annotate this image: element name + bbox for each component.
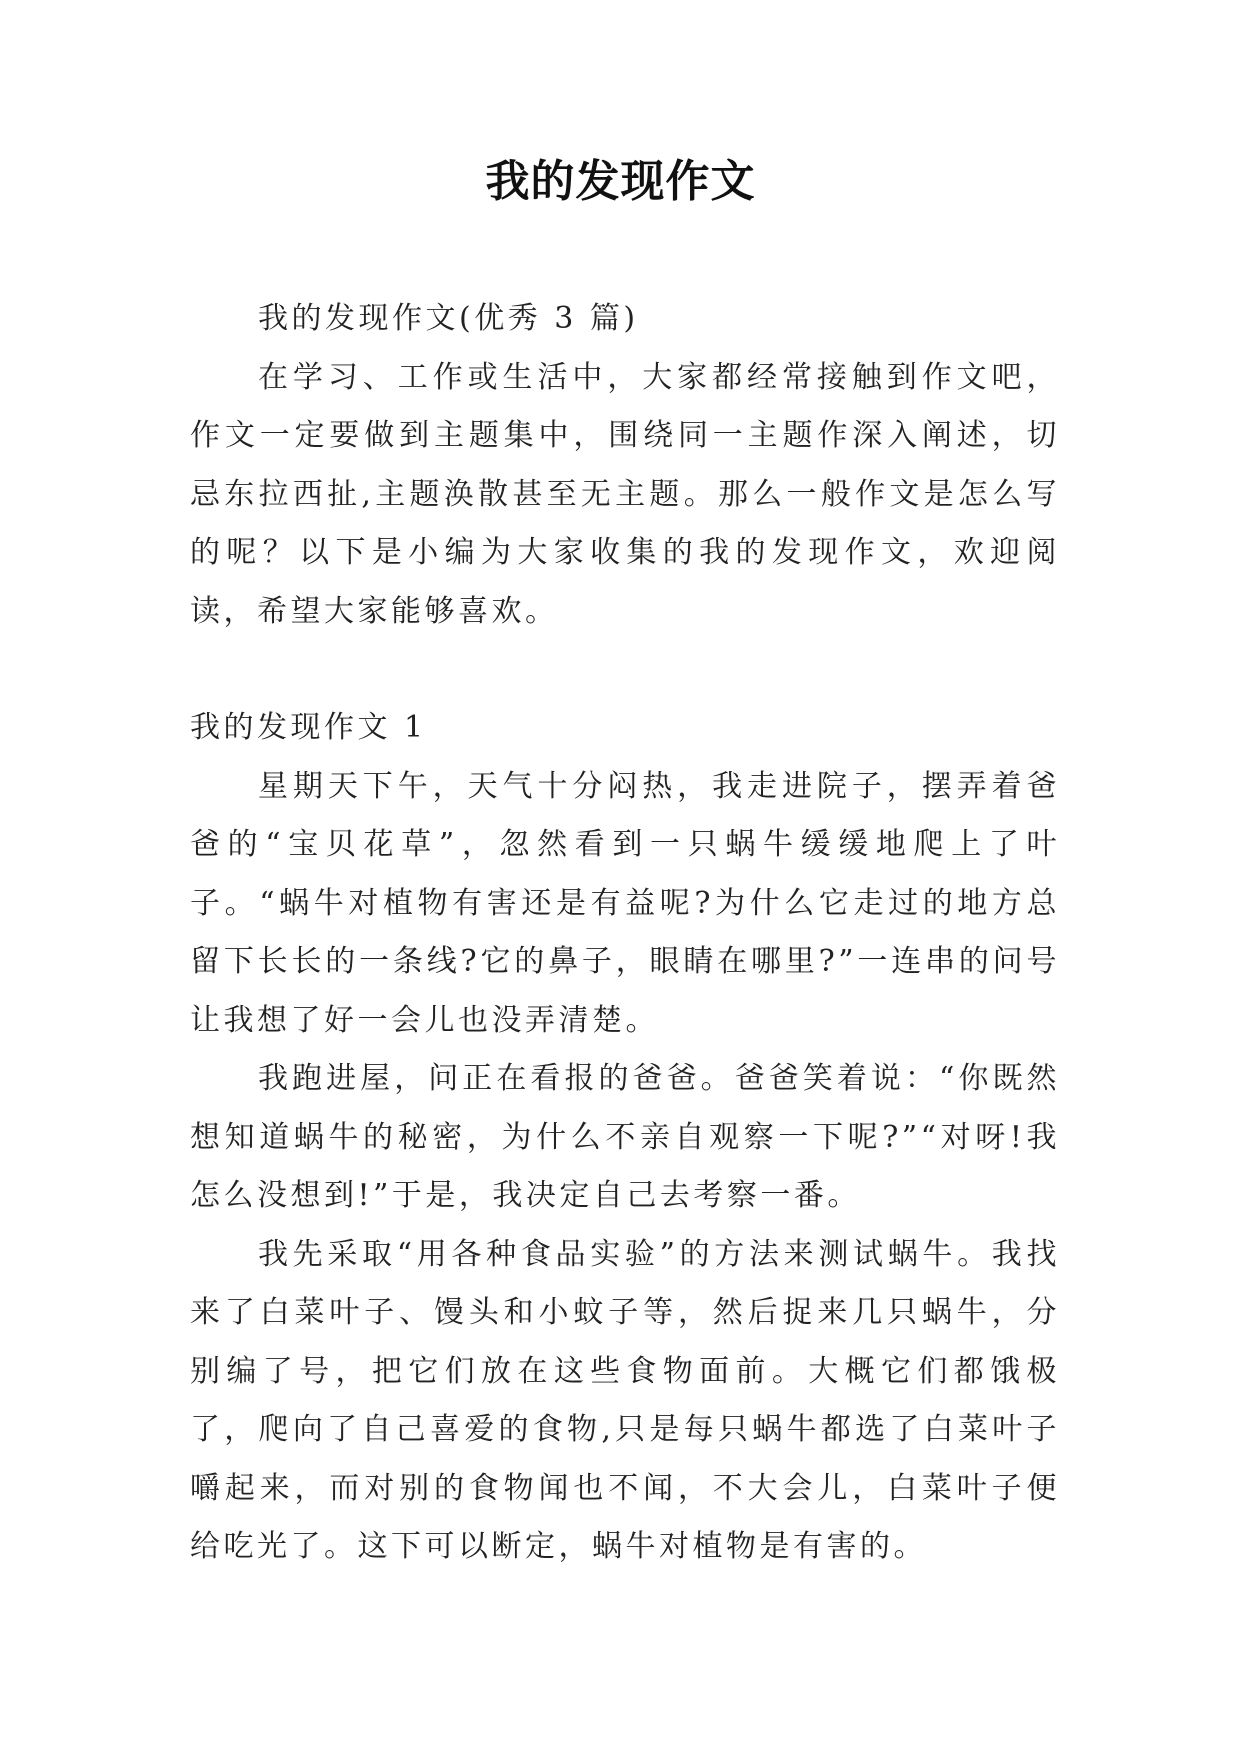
intro-paragraph: 在学习、工作或生活中，大家都经常接触到作文吧，作文一定要做到主题集中，围绕同一主题作深入阐述，切忌东拉西扯,主题涣散甚至无主题。那么一般作文是怎么写的呢？以下是小编为大家收集的我的发现作文，欢迎阅读，希望大家能够喜欢。: [190, 359, 1060, 629]
body-paragraph-1: 星期天下午，天气十分闷热，我走进院子，摆弄着爸爸的“宝贝花草”，忽然看到一只蜗牛缓缓地爬上了叶子。“蜗牛对植物有害还是有益呢?为什么它走过的地方总留下长长的一条线?它的鼻子，眼睛在哪里?”一连串的问号让我想了好一会儿也没弄清楚。: [190, 768, 1060, 1038]
body-paragraph-3: 我先采取“用各种食品实验”的方法来测试蜗牛。我找来了白菜叶子、馒头和小蚊子等，然后捉来几只蜗牛，分别编了号，把它们放在这些食物面前。大概它们都饿极了，爬向了自己喜爱的食物,只是每只蜗牛都选了白菜叶子嚼起来，而对别的食物闻也不闻，不大会儿，白菜叶子便给吃光了。这下可以断定，蜗牛对植物是有害的。: [190, 1236, 1060, 1564]
document-body: [190, 290, 1060, 1577]
body-paragraph-2: 我跑进屋，问正在看报的爸爸。爸爸笑着说：“你既然想知道蜗牛的秘密，为什么不亲自观察一下呢?”“对呀!我怎么没想到!”于是，我决定自己去考察一番。: [190, 1061, 1060, 1213]
document-title: 我的发现作文: [485, 156, 756, 207]
section-heading: 我的发现作文 1: [190, 710, 427, 745]
document-subtitle: 我的发现作文(优秀 3 篇): [258, 301, 639, 336]
section-spacer: [190, 641, 1060, 699]
